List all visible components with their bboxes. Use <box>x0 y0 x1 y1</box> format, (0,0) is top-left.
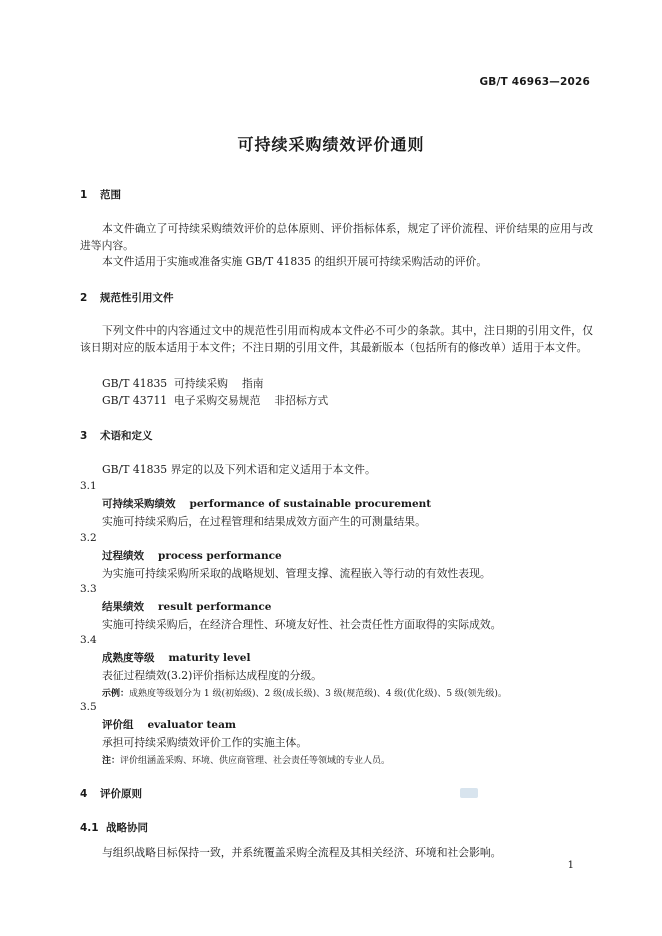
reference-title: 电子采购交易规范 <box>174 394 261 407</box>
terms-intro: GB/T 41835 界定的以及下列术语和定义适用于本文件。 <box>102 463 376 476</box>
section-title: 规范性引用文件 <box>100 292 174 304</box>
term-en: result performance <box>158 601 272 613</box>
paragraph: 本文件确立了可持续采购绩效评价的总体原则、评价指标体系，规定了评价流程、评价结果的应用与改进等内容。 <box>80 222 593 252</box>
subsection-title: 战略协同 <box>106 822 148 834</box>
section-1-heading <box>80 187 121 202</box>
reference-code: GB/T 41835 <box>102 377 168 390</box>
paragraph: 本文件适用于实施或准备实施 GB/T 41835 的组织开展可持续采购活动的评价。 <box>102 255 488 268</box>
term-definition: 为实施可持续采购所采取的战略规划、管理支撑、流程嵌入等行动的有效性表现。 <box>102 567 491 580</box>
reference-item <box>102 393 328 408</box>
term-number: 3.2 <box>80 532 97 544</box>
example-label: 示例： <box>102 689 130 699</box>
term-heading <box>102 548 282 563</box>
section-3-heading <box>80 428 153 443</box>
reference-subtitle: 非招标方式 <box>274 394 329 407</box>
reference-code: GB/T 43711 <box>102 394 168 407</box>
term-number: 3.5 <box>80 701 97 713</box>
paragraph: 与组织战略目标保持一致，并系统覆盖采购全流程及其相关经济、环境和社会影响。 <box>102 846 502 859</box>
term-zh: 评价组 <box>102 719 134 731</box>
term-en: process performance <box>158 550 282 562</box>
document-title: 可持续采购绩效评价通则 <box>237 135 425 154</box>
term-zh: 成熟度等级 <box>102 652 155 664</box>
subsection-4-1-heading <box>80 820 148 835</box>
reference-title: 可持续采购 <box>174 377 228 390</box>
term-definition: 承担可持续采购绩效评价工作的实施主体。 <box>102 736 308 749</box>
section-2-heading <box>80 290 174 305</box>
section-title: 术语和定义 <box>100 430 153 442</box>
watermark-stamp <box>460 788 478 798</box>
section-number: 4 <box>80 788 88 800</box>
section-title: 范围 <box>100 189 121 201</box>
term-number: 3.3 <box>80 583 97 595</box>
term-number: 3.4 <box>80 634 97 646</box>
standard-number: GB/T 46963—2026 <box>479 76 590 88</box>
reference-subtitle: 指南 <box>241 377 264 390</box>
term-en: evaluator team <box>147 719 236 731</box>
note-label: 注： <box>102 756 121 766</box>
term-zh: 过程绩效 <box>102 550 144 562</box>
section-title: 评价原则 <box>100 788 142 800</box>
note-text: 评价组涵盖采购、环境、供应商管理、社会责任等领域的专业人员。 <box>120 756 391 766</box>
term-zh: 可持续采购绩效 <box>102 498 176 510</box>
term-zh: 结果绩效 <box>102 601 144 613</box>
term-heading <box>102 496 431 511</box>
section-number: 2 <box>80 292 88 304</box>
term-heading <box>102 717 236 732</box>
example-text: 成熟度等级划分为 1 级(初始级)、2 级(成长级)、3 级(规范级)、4 级(优化级)、5 级(领先级)。 <box>129 689 507 699</box>
paragraph: 下列文件中的内容通过文中的规范性引用而构成本文件必不可少的条款。其中，注日期的引用文件，仅该日期对应的版本适用于本文件；不注日期的引用文件，其最新版本（包括所有的修改单）适用于本文件。 <box>80 324 593 354</box>
term-en: performance of sustainable procurement <box>189 498 432 510</box>
section-number: 1 <box>80 189 88 201</box>
term-heading <box>102 650 250 665</box>
term-heading <box>102 599 271 614</box>
term-definition: 实施可持续采购后，在经济合理性、环境友好性、社会责任性方面取得的实际成效。 <box>102 618 502 631</box>
term-definition: 表征过程绩效(3.2)评价指标达成程度的分级。 <box>102 669 322 682</box>
reference-item <box>102 376 264 391</box>
term-en: maturity level <box>168 652 251 664</box>
page-number: 1 <box>567 860 574 871</box>
term-number: 3.1 <box>80 480 97 492</box>
section-4-heading <box>80 786 142 801</box>
term-note <box>102 753 390 766</box>
subsection-number: 4.1 <box>80 822 99 834</box>
term-example <box>102 686 507 699</box>
term-definition: 实施可持续采购后，在过程管理和结果成效方面产生的可测量结果。 <box>102 515 426 528</box>
section-number: 3 <box>80 430 88 442</box>
